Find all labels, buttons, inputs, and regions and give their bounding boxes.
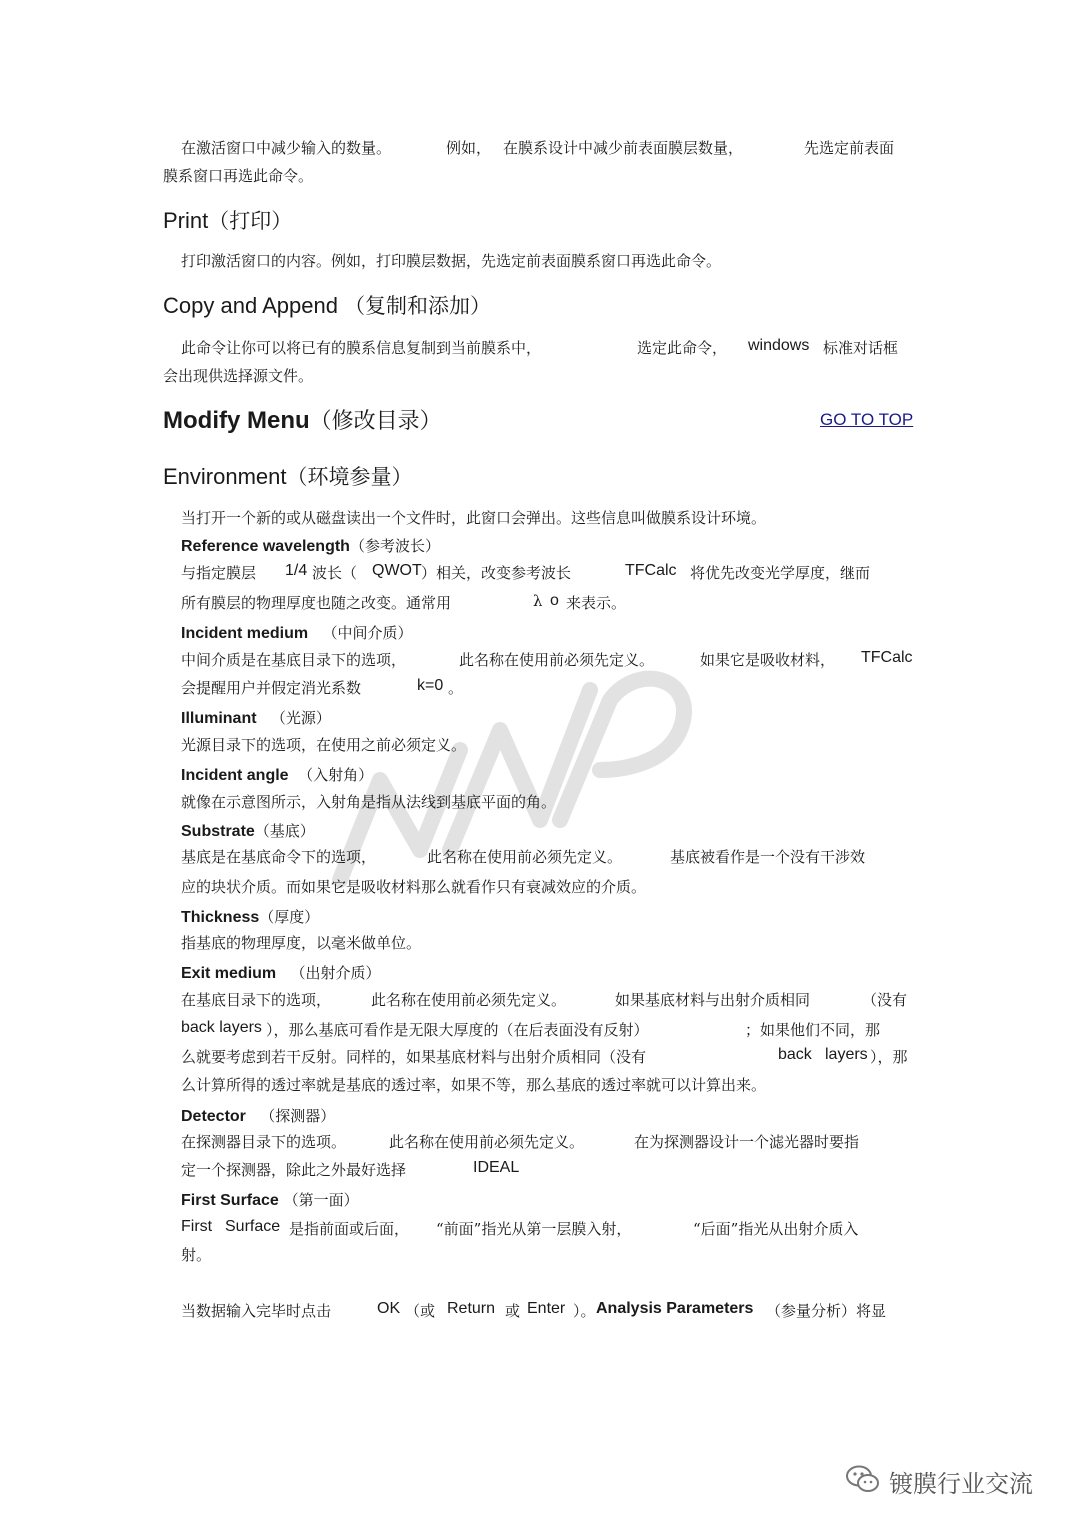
footer-text: 镀膜行业交流 bbox=[889, 1469, 1033, 1498]
body-text: back layers bbox=[181, 1019, 262, 1036]
copy-append-heading bbox=[163, 290, 491, 320]
body-text: 在探测器目录下的选项。 bbox=[181, 1133, 347, 1151]
body-text: Surface bbox=[225, 1218, 281, 1235]
body-text: Analysis Parameters bbox=[596, 1300, 754, 1317]
body-text: 指基底的物理厚度，以毫米做单位。 bbox=[181, 934, 422, 952]
term-cn: （参考波长） bbox=[349, 537, 440, 555]
body-text: 来表示。 bbox=[566, 594, 627, 612]
body-text: 所有膜层的物理厚度也随之改变。通常用 bbox=[181, 594, 452, 612]
term-cn: （厚度） bbox=[259, 908, 320, 926]
heading-cn: （环境参量） bbox=[286, 465, 413, 489]
body-text: 此名称在使用前必须先定义。 bbox=[389, 1133, 585, 1151]
print-heading bbox=[163, 205, 292, 235]
body-text: （或 bbox=[405, 1302, 436, 1320]
body-text: 中间介质是在基底目录下的选项， bbox=[181, 651, 407, 669]
term-en: First Surface bbox=[181, 1192, 279, 1209]
heading-en: Print bbox=[163, 208, 209, 233]
body-text: 与指定膜层 bbox=[181, 564, 257, 582]
body-text: 就像在示意图所示，入射角是指从法线到基底平面的角。 bbox=[181, 793, 557, 811]
body-text: 当数据输入完毕时点击 bbox=[181, 1302, 332, 1320]
body-text: 基底是在基底命令下的选项， bbox=[181, 848, 377, 866]
body-text: 1/4 bbox=[285, 562, 308, 579]
body-text: ），那么基底可看作是无限大厚度的（在后表面没有反射） bbox=[266, 1021, 649, 1039]
environment-heading bbox=[163, 461, 413, 491]
body-text: TFCalc bbox=[625, 562, 677, 579]
body-text: 射。 bbox=[181, 1246, 212, 1264]
intro-text: 膜系窗口再选此命令。 bbox=[163, 167, 314, 185]
body-text: 如果基底材料与出射介质相同 bbox=[615, 991, 811, 1009]
intro-text: 在膜系设计中减少前表面膜层数量， bbox=[503, 139, 744, 157]
body-text: ）相关，改变参考波长 bbox=[421, 564, 572, 582]
first-surface-term bbox=[181, 1189, 359, 1210]
exit-medium-term bbox=[181, 962, 380, 983]
body-text: o bbox=[550, 592, 559, 609]
substrate-term bbox=[181, 820, 315, 841]
body-text: 基底被看作是一个没有干涉效 bbox=[670, 848, 866, 866]
term-en: Detector bbox=[181, 1108, 246, 1125]
body-text: 是指前面或后面， bbox=[289, 1220, 410, 1238]
term-en: Illuminant bbox=[181, 710, 257, 727]
intro-text: 例如， bbox=[446, 139, 492, 157]
footer-brand bbox=[845, 1465, 1033, 1497]
body-text: IDEAL bbox=[473, 1159, 520, 1176]
body-text: 会提醒用户并假定消光系数 bbox=[181, 679, 362, 697]
body-text: TFCalc bbox=[861, 649, 913, 666]
detector-term bbox=[181, 1105, 335, 1126]
heading-en: Environment bbox=[163, 464, 287, 489]
term-en: Thickness bbox=[181, 909, 260, 926]
body-text: （没有 bbox=[862, 991, 908, 1009]
body-text: 标准对话框 bbox=[823, 339, 899, 357]
incident-medium-term bbox=[181, 622, 412, 643]
body-text: 应的块状介质。而如果它是吸收材料那么就看作只有衰减效应的介质。 bbox=[181, 878, 647, 896]
body-text: QWOT bbox=[372, 562, 422, 579]
term-en: Reference wavelength bbox=[181, 538, 350, 555]
heading-cn: （打印） bbox=[208, 209, 293, 233]
term-cn: （出射介质） bbox=[290, 964, 381, 982]
body-text: windows bbox=[748, 337, 810, 354]
body-text: 如果它是吸收材料， bbox=[700, 651, 836, 669]
body-text: OK bbox=[377, 1300, 401, 1317]
term-cn: （入射角） bbox=[298, 766, 374, 784]
body-text: ），那 bbox=[870, 1048, 908, 1066]
body-text: 将优先改变光学厚度，继而 bbox=[690, 564, 871, 582]
body-text: 么计算所得的透过率就是基底的透过率，如果不等，那么基底的透过率就可以计算出来。 bbox=[181, 1076, 767, 1094]
body-text: 。 bbox=[448, 679, 464, 697]
term-cn: （基底） bbox=[254, 822, 315, 840]
heading-en: Copy and Append bbox=[163, 293, 338, 318]
heading-en: Modify Menu bbox=[163, 407, 310, 434]
body-text: 此名称在使用前必须先定义。 bbox=[427, 848, 623, 866]
body-text: 在为探测器设计一个滤光器时要指 bbox=[634, 1133, 860, 1151]
body-text: 此命令让你可以将已有的膜系信息复制到当前膜系中， bbox=[181, 339, 542, 357]
body-text: 定一个探测器，除此之外最好选择 bbox=[181, 1161, 407, 1179]
go-to-top-link[interactable]: GO TO TOP bbox=[820, 410, 914, 429]
body-text: 此名称在使用前必须先定义。 bbox=[459, 651, 655, 669]
body-text: 在基底目录下的选项， bbox=[181, 991, 332, 1009]
body-text: Enter bbox=[527, 1300, 566, 1317]
intro-text: 先选定前表面 bbox=[804, 139, 895, 157]
body-text: First bbox=[181, 1218, 213, 1235]
body-text: λ bbox=[533, 592, 543, 610]
term-en: Incident medium bbox=[181, 625, 309, 642]
term-en: Substrate bbox=[181, 823, 255, 840]
body-text: “前面”指光从第一层膜入射， bbox=[436, 1220, 632, 1238]
wechat-icon bbox=[845, 1464, 881, 1498]
term-cn: （第一面） bbox=[283, 1191, 359, 1209]
body-text: 会出现供选择源文件。 bbox=[163, 367, 314, 385]
body-text: ）。 bbox=[573, 1302, 596, 1320]
illuminant-term bbox=[181, 707, 331, 728]
body-text: back bbox=[778, 1046, 812, 1063]
environment-intro: 当打开一个新的或从磁盘读出一个文件时，此窗口会弹出。这些信息叫做膜系设计环境。 bbox=[181, 509, 767, 527]
print-body: 打印激活窗口的内容。例如，打印膜层数据，先选定前表面膜系窗口再选此命令。 bbox=[181, 252, 722, 270]
thickness-term bbox=[181, 906, 319, 927]
body-text: ；如果他们不同，那 bbox=[745, 1021, 881, 1039]
reference-wavelength-term bbox=[181, 535, 440, 556]
intro-text: 在激活窗口中减少输入的数量。 bbox=[181, 139, 392, 157]
body-text: layers bbox=[825, 1046, 868, 1063]
heading-cn: （复制和添加） bbox=[344, 294, 492, 318]
body-text: 或 bbox=[505, 1302, 521, 1320]
heading-cn: （修改目录） bbox=[309, 409, 442, 434]
body-text: “后面”指光从出射介质入 bbox=[693, 1220, 859, 1238]
body-text: 波长（ bbox=[312, 564, 358, 582]
body-text: Return bbox=[447, 1300, 496, 1317]
term-cn: （光源） bbox=[270, 709, 331, 727]
term-en: Incident angle bbox=[181, 767, 289, 784]
body-text: （参量分析）将显 bbox=[766, 1302, 887, 1320]
body-text: 选定此命令， bbox=[637, 339, 728, 357]
term-cn: （探测器） bbox=[260, 1107, 336, 1125]
body-text: 光源目录下的选项，在使用之前必须定义。 bbox=[181, 736, 467, 754]
modify-menu-heading bbox=[163, 404, 442, 435]
term-en: Exit medium bbox=[181, 965, 277, 982]
incident-angle-term bbox=[181, 764, 373, 785]
term-cn: （中间介质） bbox=[322, 624, 413, 642]
body-text: 么就要考虑到若干反射。同样的，如果基底材料与出射介质相同（没有 bbox=[181, 1048, 647, 1066]
body-text: 此名称在使用前必须先定义。 bbox=[371, 991, 567, 1009]
body-text: k=0 bbox=[417, 677, 444, 694]
